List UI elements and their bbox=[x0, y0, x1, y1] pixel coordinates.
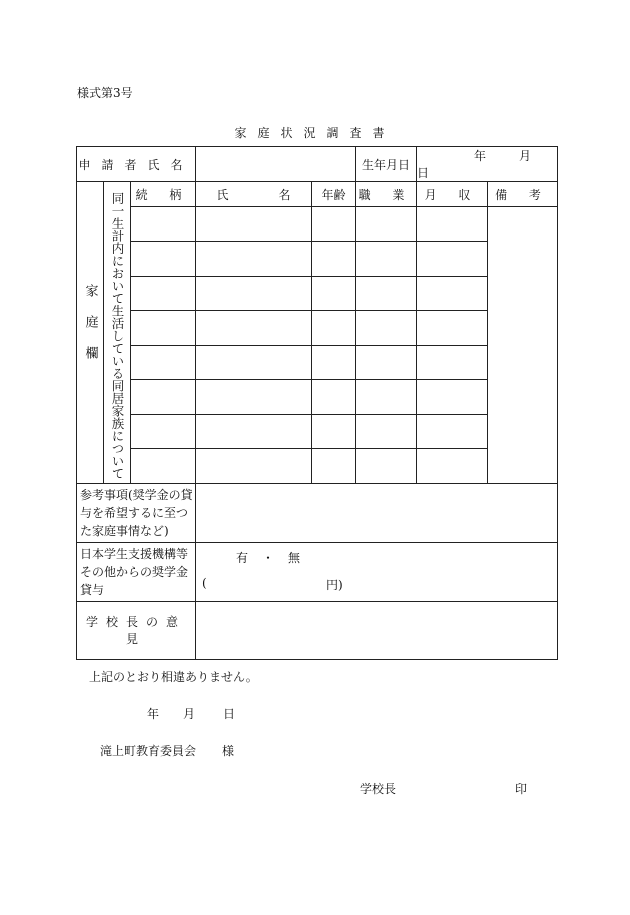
dob-day: 日 bbox=[417, 166, 430, 180]
family-section-label: 家庭欄 bbox=[82, 284, 98, 378]
family-row bbox=[77, 241, 558, 276]
family-row bbox=[77, 276, 558, 310]
relationship-field[interactable] bbox=[131, 414, 196, 448]
relationship-field[interactable] bbox=[131, 310, 196, 345]
survey-table bbox=[76, 146, 558, 660]
occupation-field[interactable] bbox=[356, 448, 417, 483]
scholarship-loan-label: 日本学生支援機構等その他からの奨学金貸与 bbox=[77, 542, 196, 601]
age-field[interactable] bbox=[312, 414, 356, 448]
signature-date[interactable] bbox=[147, 705, 235, 722]
name-field[interactable] bbox=[196, 241, 312, 276]
occupation-field[interactable] bbox=[356, 207, 417, 242]
reference-remarks-field[interactable] bbox=[196, 483, 558, 542]
family-header-row bbox=[77, 182, 558, 207]
occupation-field[interactable] bbox=[356, 276, 417, 310]
loan-no[interactable]: 無 bbox=[288, 550, 301, 565]
relationship-field[interactable] bbox=[131, 379, 196, 414]
cohabiting-family-label: 同一生計内において生活している同居家族について bbox=[110, 192, 125, 480]
family-row bbox=[77, 207, 558, 242]
date-month: 月 bbox=[183, 707, 196, 721]
loan-separator: ・ bbox=[262, 550, 275, 565]
age-field[interactable] bbox=[312, 207, 356, 242]
remarks-field[interactable] bbox=[488, 207, 558, 484]
name-field[interactable] bbox=[196, 207, 312, 242]
document-title: 家庭状況調査書 bbox=[234, 126, 396, 140]
occupation-field[interactable] bbox=[356, 379, 417, 414]
loan-yes-no bbox=[236, 549, 314, 566]
seal-mark: 印 bbox=[515, 782, 528, 796]
monthly-income-field[interactable] bbox=[417, 345, 488, 379]
header-name-given: 名 bbox=[278, 187, 291, 202]
date-year: 年 bbox=[147, 707, 160, 721]
monthly-income-field[interactable] bbox=[417, 379, 488, 414]
header-name-surname: 氏 bbox=[216, 187, 229, 202]
header-occupation: 職 業 bbox=[356, 182, 417, 207]
loan-row bbox=[77, 542, 558, 601]
loan-amount bbox=[202, 575, 343, 592]
reference-remarks-label: 参考事項(奨学金の貸与を希望するに至つた家庭事情など) bbox=[77, 483, 196, 542]
header-remarks: 備 考 bbox=[488, 182, 558, 207]
header-monthly-income: 月 収 bbox=[417, 182, 488, 207]
family-row bbox=[77, 448, 558, 483]
principal-opinion-label: 学校長の意見 bbox=[77, 601, 196, 659]
dob-month: 月 bbox=[519, 149, 532, 163]
age-field[interactable] bbox=[312, 379, 356, 414]
education-board-name: 滝上町教育委員会 bbox=[100, 744, 197, 758]
family-row bbox=[77, 310, 558, 345]
applicant-name-label: 申請者氏名 bbox=[77, 147, 196, 182]
age-field[interactable] bbox=[312, 448, 356, 483]
age-field[interactable] bbox=[312, 345, 356, 379]
relationship-field[interactable] bbox=[131, 241, 196, 276]
header-age: 年齢 bbox=[312, 182, 356, 207]
relationship-field[interactable] bbox=[131, 448, 196, 483]
monthly-income-field[interactable] bbox=[417, 310, 488, 345]
name-field[interactable] bbox=[196, 276, 312, 310]
confirmation-statement: 上記のとおり相違ありません。 bbox=[89, 670, 258, 684]
family-section-label-cell bbox=[77, 182, 104, 484]
date-day: 日 bbox=[223, 707, 236, 721]
loan-amount-open-paren: ( bbox=[202, 575, 207, 590]
addressee-honorific: 様 bbox=[222, 744, 235, 758]
cohabiting-family-label-cell bbox=[104, 182, 131, 484]
monthly-income-field[interactable] bbox=[417, 414, 488, 448]
applicant-name-field[interactable] bbox=[196, 147, 356, 182]
age-field[interactable] bbox=[312, 310, 356, 345]
header-relationship: 続 柄 bbox=[131, 182, 196, 207]
family-row bbox=[77, 414, 558, 448]
occupation-field[interactable] bbox=[356, 310, 417, 345]
relationship-field[interactable] bbox=[131, 207, 196, 242]
family-row bbox=[77, 345, 558, 379]
remarks-row bbox=[77, 483, 558, 542]
monthly-income-field[interactable] bbox=[417, 276, 488, 310]
scholarship-loan-field[interactable] bbox=[196, 542, 558, 601]
dob-label: 生年月日 bbox=[356, 147, 417, 182]
monthly-income-field[interactable] bbox=[417, 207, 488, 242]
name-field[interactable] bbox=[196, 345, 312, 379]
relationship-field[interactable] bbox=[131, 276, 196, 310]
monthly-income-field[interactable] bbox=[417, 448, 488, 483]
dob-year: 年 bbox=[474, 149, 487, 163]
name-field[interactable] bbox=[196, 414, 312, 448]
name-field[interactable] bbox=[196, 310, 312, 345]
dob-field[interactable] bbox=[417, 147, 558, 182]
family-row bbox=[77, 379, 558, 414]
occupation-field[interactable] bbox=[356, 241, 417, 276]
principal-signature bbox=[360, 780, 527, 797]
age-field[interactable] bbox=[312, 276, 356, 310]
loan-yes[interactable]: 有 bbox=[236, 550, 249, 565]
relationship-field[interactable] bbox=[131, 345, 196, 379]
addressee bbox=[100, 742, 234, 759]
header-name bbox=[196, 182, 312, 207]
form-number: 様式第3号 bbox=[77, 86, 133, 100]
principal-opinion-field[interactable] bbox=[196, 601, 558, 659]
principal-label: 学校長 bbox=[360, 782, 397, 796]
name-field[interactable] bbox=[196, 448, 312, 483]
loan-amount-yen: 円) bbox=[326, 577, 343, 592]
occupation-field[interactable] bbox=[356, 345, 417, 379]
principal-opinion-row bbox=[77, 601, 558, 659]
occupation-field[interactable] bbox=[356, 414, 417, 448]
age-field[interactable] bbox=[312, 241, 356, 276]
name-field[interactable] bbox=[196, 379, 312, 414]
applicant-row bbox=[77, 147, 558, 182]
monthly-income-field[interactable] bbox=[417, 241, 488, 276]
